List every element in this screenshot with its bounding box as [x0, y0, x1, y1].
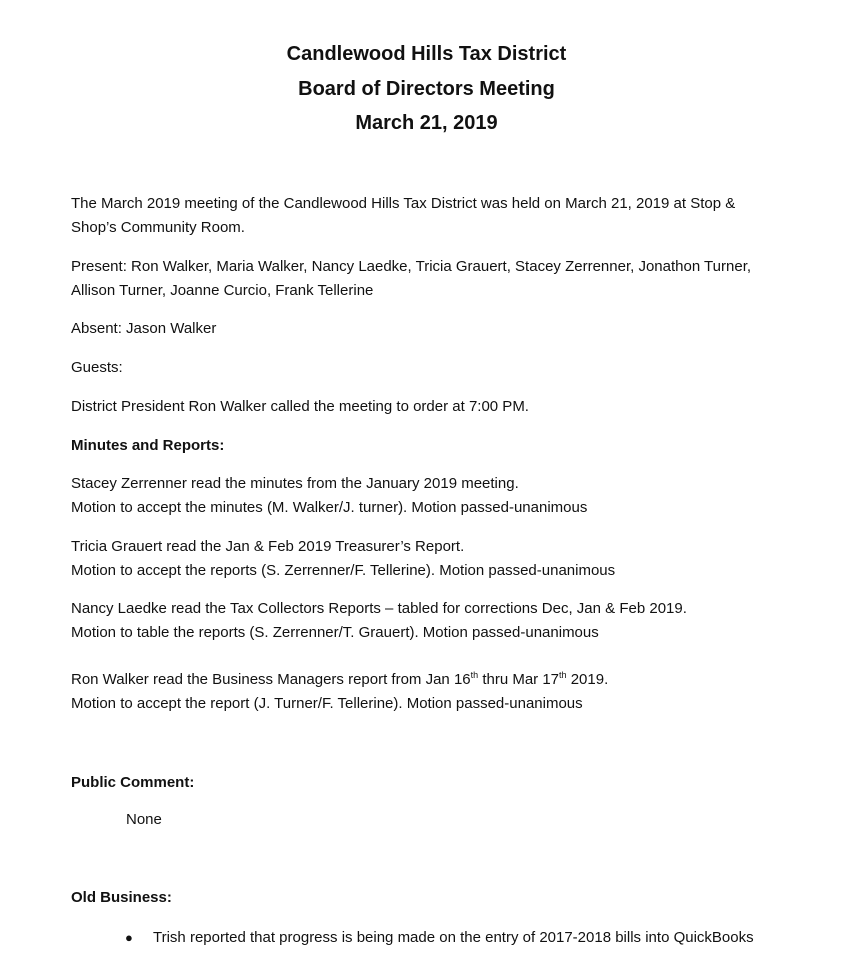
absent-line: Absent: Jason Walker: [71, 320, 217, 337]
treasurer-report-motion: Motion to accept the reports (S. Zerrenner/F. Tellerine). Motion passed-unanimous: [71, 562, 616, 579]
old-business-heading: Old Business:: [71, 889, 172, 906]
business-manager-report-line-1: [71, 668, 608, 692]
business-manager-report-text-b: thru Mar 17: [478, 671, 560, 688]
intro-paragraph-line-1: The March 2019 meeting of the Candlewood Hills Tax District was held on March 21, 2019 at Stop &: [71, 195, 736, 212]
treasurer-report-line-1: Tricia Grauert read the Jan & Feb 2019 Treasurer’s Report.: [71, 538, 465, 555]
document-title-line-1: Candlewood Hills Tax District: [286, 43, 567, 65]
present-line-1: Present: Ron Walker, Maria Walker, Nancy Laedke, Tricia Grauert, Stacey Zerrenner, Jonathon Turner,: [71, 258, 752, 275]
public-comment-body: None: [126, 811, 162, 828]
tax-collector-report-line-1: Nancy Laedke read the Tax Collectors Reports – tabled for corrections Dec, Jan & Feb 2019.: [71, 600, 687, 617]
document-title-date: March 21, 2019: [355, 112, 498, 134]
old-business-item-1: Trish reported that progress is being made on the entry of 2017-2018 bills into QuickBooks: [153, 929, 754, 946]
business-manager-report-text-a: Ron Walker read the Business Managers report from Jan 16: [71, 671, 471, 688]
intro-paragraph-line-2: Shop’s Community Room.: [71, 219, 245, 236]
ordinal-suffix: th: [559, 670, 567, 680]
guests-line: Guests:: [71, 359, 123, 376]
call-to-order-line: District President Ron Walker called the meeting to order at 7:00 PM.: [71, 398, 529, 415]
minutes-item-1-motion: Motion to accept the minutes (M. Walker/J. turner). Motion passed-unanimous: [71, 499, 588, 516]
business-manager-report-text-c: 2019.: [566, 671, 609, 688]
minutes-reports-heading: Minutes and Reports:: [71, 437, 225, 454]
bullet-icon: ●: [125, 930, 133, 945]
document-title-line-2: Board of Directors Meeting: [298, 78, 555, 100]
minutes-item-1-line-1: Stacey Zerrenner read the minutes from the January 2019 meeting.: [71, 475, 519, 492]
present-line-2: Allison Turner, Joanne Curcio, Frank Tellerine: [71, 282, 374, 299]
public-comment-heading: Public Comment:: [71, 774, 195, 791]
tax-collector-report-motion: Motion to table the reports (S. Zerrenner/T. Grauert). Motion passed-unanimous: [71, 624, 599, 641]
business-manager-report-motion: Motion to accept the report (J. Turner/F. Tellerine). Motion passed-unanimous: [71, 695, 583, 712]
ordinal-suffix: th: [470, 670, 479, 680]
